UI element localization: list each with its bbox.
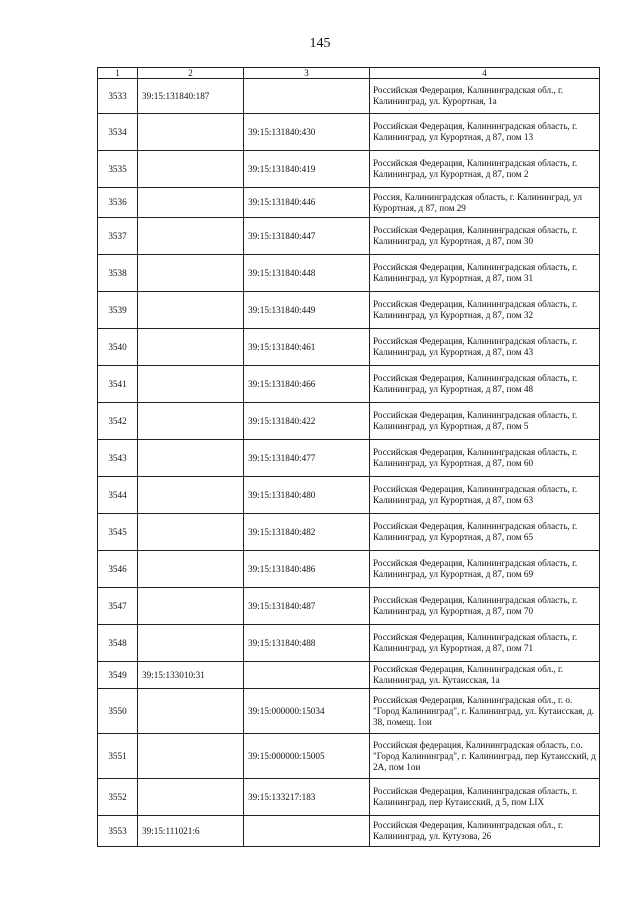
object-cadastral-number: 39:15:131840:430 <box>244 114 370 151</box>
land-cadastral-number <box>138 514 244 551</box>
object-cadastral-number <box>244 816 370 847</box>
object-cadastral-number <box>244 79 370 114</box>
row-number: 3551 <box>98 734 138 779</box>
table-row <box>98 188 600 218</box>
land-cadastral-number: 39:15:111021:6 <box>138 816 244 847</box>
address: Российская Федерация, Калининградская область, г. Калининград, пер Кутаисский, д 5, пом LIX <box>370 779 600 816</box>
address: Российская Федерация, Калининградская область, г. Калининград, ул Курортная, д 87, пом 31 <box>370 255 600 292</box>
row-number: 3547 <box>98 588 138 625</box>
table-row <box>98 79 600 114</box>
table-row <box>98 151 600 188</box>
table-row <box>98 477 600 514</box>
row-number: 3546 <box>98 551 138 588</box>
object-cadastral-number: 39:15:131840:482 <box>244 514 370 551</box>
land-cadastral-number <box>138 477 244 514</box>
land-cadastral-number: 39:15:131840:187 <box>138 79 244 114</box>
land-cadastral-number <box>138 440 244 477</box>
address: Россия, Калининградская область, г. Калининград, ул Курортная, д 87, пом 29 <box>370 188 600 218</box>
row-number: 3534 <box>98 114 138 151</box>
address: Российская федерация, Калининградская область, г.о. "Город Калининград", г. Калининград, пер Кутаисский, д 2А, пом 1ои <box>370 734 600 779</box>
table-row <box>98 514 600 551</box>
land-cadastral-number <box>138 218 244 255</box>
land-cadastral-number <box>138 551 244 588</box>
object-cadastral-number: 39:15:131840:446 <box>244 188 370 218</box>
row-number: 3550 <box>98 689 138 734</box>
object-cadastral-number: 39:15:131840:419 <box>244 151 370 188</box>
address: Российская Федерация, Калининградская область, г. Калининград, ул Курортная, д 87, пом 5 <box>370 403 600 440</box>
row-number: 3536 <box>98 188 138 218</box>
object-cadastral-number: 39:15:131840:461 <box>244 329 370 366</box>
address: Российская Федерация, Калининградская область, г. Калининград, ул Курортная, д 87, пом 48 <box>370 366 600 403</box>
table-row <box>98 734 600 779</box>
row-number: 3533 <box>98 79 138 114</box>
land-cadastral-number <box>138 151 244 188</box>
row-number: 3539 <box>98 292 138 329</box>
address: Российская Федерация, Калининградская область, г. Калининград, ул Курортная, д 87, пом 2 <box>370 151 600 188</box>
land-cadastral-number <box>138 366 244 403</box>
object-cadastral-number: 39:15:000000:15034 <box>244 689 370 734</box>
table-row <box>98 625 600 662</box>
row-number: 3553 <box>98 816 138 847</box>
page-number: 145 <box>309 36 331 51</box>
object-cadastral-number: 39:15:000000:15005 <box>244 734 370 779</box>
address: Российская Федерация, Калининградская область, г. Калининград, ул Курортная, д 87, пом 70 <box>370 588 600 625</box>
land-cadastral-number <box>138 255 244 292</box>
row-number: 3552 <box>98 779 138 816</box>
table-row <box>98 292 600 329</box>
address: Российская Федерация, Калининградская обл., г. Калининград, ул. Курортная, 1а <box>370 79 600 114</box>
row-number: 3535 <box>98 151 138 188</box>
table-row <box>98 403 600 440</box>
column-header: 1 <box>98 68 138 79</box>
address: Российская Федерация, Калининградская обл., г. Калининград, ул. Кутаисская, 1а <box>370 662 600 689</box>
table-header-row <box>98 68 600 79</box>
registry-table <box>97 67 600 847</box>
object-cadastral-number: 39:15:133217:183 <box>244 779 370 816</box>
table-row <box>98 440 600 477</box>
land-cadastral-number <box>138 403 244 440</box>
row-number: 3542 <box>98 403 138 440</box>
row-number: 3538 <box>98 255 138 292</box>
table-row <box>98 218 600 255</box>
row-number: 3549 <box>98 662 138 689</box>
address: Российская Федерация, Калининградская область, г. Калининград, ул Курортная, д 87, пом 30 <box>370 218 600 255</box>
land-cadastral-number <box>138 329 244 366</box>
land-cadastral-number <box>138 779 244 816</box>
object-cadastral-number: 39:15:131840:449 <box>244 292 370 329</box>
row-number: 3548 <box>98 625 138 662</box>
address: Российская Федерация, Калининградская область, г. Калининград, ул Курортная, д 87, пом 13 <box>370 114 600 151</box>
land-cadastral-number <box>138 588 244 625</box>
address: Российская Федерация, Калининградская область, г. Калининград, ул Курортная, д 87, пом 65 <box>370 514 600 551</box>
column-header: 4 <box>370 68 600 79</box>
land-cadastral-number <box>138 292 244 329</box>
table-row <box>98 114 600 151</box>
table-row <box>98 255 600 292</box>
object-cadastral-number: 39:15:131840:447 <box>244 218 370 255</box>
object-cadastral-number: 39:15:131840:422 <box>244 403 370 440</box>
address: Российская Федерация, Калининградская область, г. Калининград, ул Курортная, д 87, пом 69 <box>370 551 600 588</box>
table-row <box>98 816 600 847</box>
table-row <box>98 588 600 625</box>
row-number: 3544 <box>98 477 138 514</box>
object-cadastral-number: 39:15:131840:477 <box>244 440 370 477</box>
row-number: 3545 <box>98 514 138 551</box>
table-row <box>98 779 600 816</box>
address: Российская Федерация, Калининградская область, г. Калининград, ул Курортная, д 87, пом 32 <box>370 292 600 329</box>
object-cadastral-number: 39:15:131840:488 <box>244 625 370 662</box>
table-row <box>98 366 600 403</box>
address: Российская Федерация, Калининградская обл., г. о. "Город Калининград", г. Калининград, ул. Кутаисская, д. 38, помещ. 1ои <box>370 689 600 734</box>
address: Российская Федерация, Калининградская область, г. Калининград, ул Курортная, д 87, пом 43 <box>370 329 600 366</box>
object-cadastral-number: 39:15:131840:486 <box>244 551 370 588</box>
column-header: 2 <box>138 68 244 79</box>
table-row <box>98 551 600 588</box>
land-cadastral-number <box>138 625 244 662</box>
object-cadastral-number: 39:15:131840:466 <box>244 366 370 403</box>
land-cadastral-number <box>138 114 244 151</box>
table-row <box>98 329 600 366</box>
table-row <box>98 689 600 734</box>
object-cadastral-number: 39:15:131840:480 <box>244 477 370 514</box>
land-cadastral-number <box>138 689 244 734</box>
object-cadastral-number: 39:15:131840:448 <box>244 255 370 292</box>
land-cadastral-number <box>138 734 244 779</box>
address: Российская Федерация, Калининградская обл., г. Калининград, ул. Кутузова, 26 <box>370 816 600 847</box>
row-number: 3540 <box>98 329 138 366</box>
table-row <box>98 662 600 689</box>
row-number: 3541 <box>98 366 138 403</box>
land-cadastral-number <box>138 188 244 218</box>
object-cadastral-number: 39:15:131840:487 <box>244 588 370 625</box>
land-cadastral-number: 39:15:133010:31 <box>138 662 244 689</box>
address: Российская Федерация, Калининградская область, г. Калининград, ул Курортная, д 87, пом 63 <box>370 477 600 514</box>
object-cadastral-number <box>244 662 370 689</box>
address: Российская Федерация, Калининградская область, г. Калининград, ул Курортная, д 87, пом 71 <box>370 625 600 662</box>
row-number: 3543 <box>98 440 138 477</box>
address: Российская Федерация, Калининградская область, г. Калининград, ул Курортная, д 87, пом 60 <box>370 440 600 477</box>
row-number: 3537 <box>98 218 138 255</box>
column-header: 3 <box>244 68 370 79</box>
